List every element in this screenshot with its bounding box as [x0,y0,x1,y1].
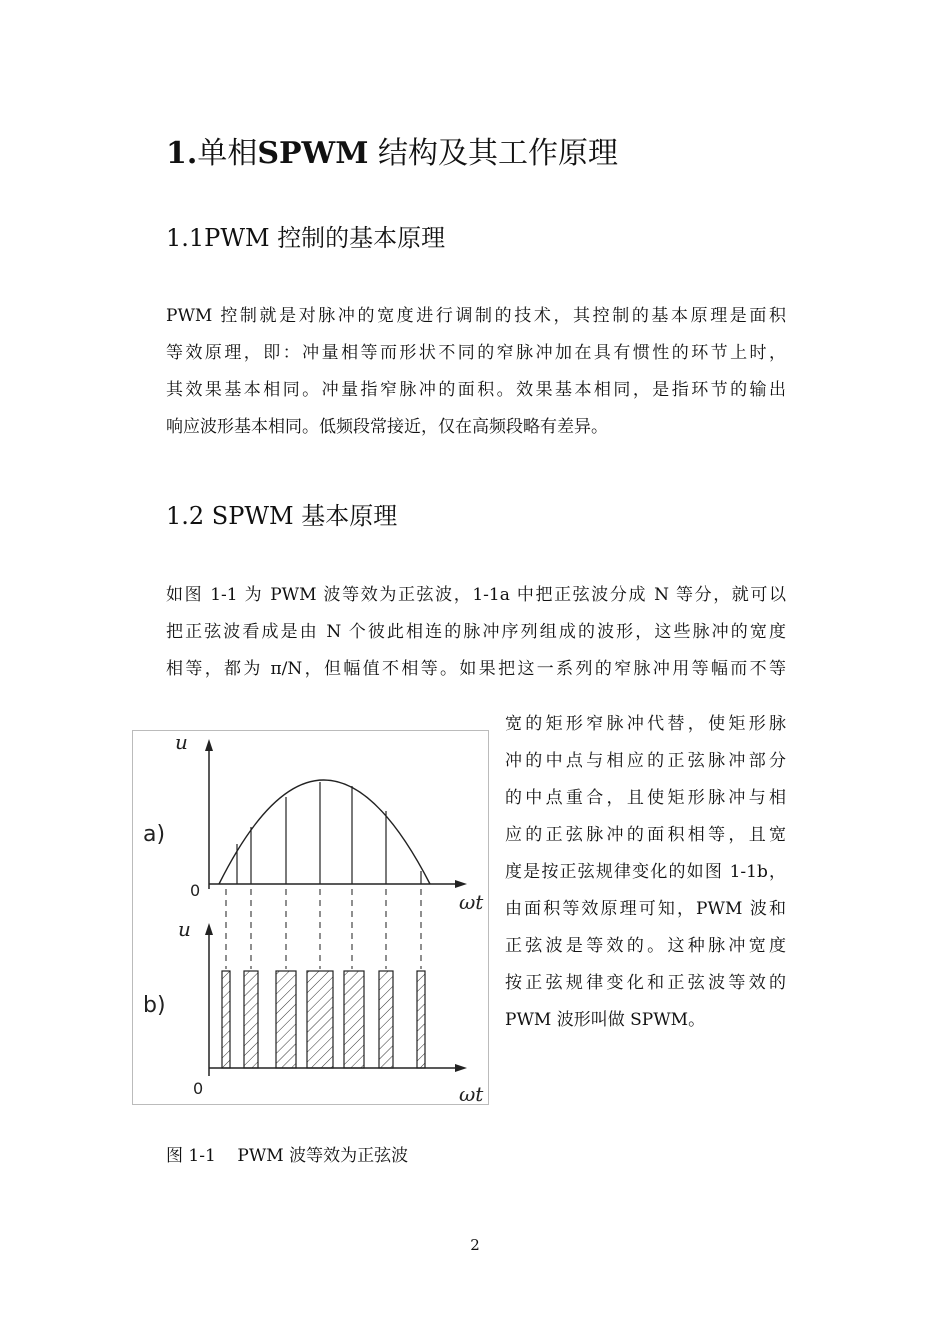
pwm-pulse [344,971,364,1068]
paragraph-spwm-side-text [505,706,786,1039]
paragraph-line: 的中点重合，且使矩形脉冲与相 [505,788,786,808]
figure-pwm-equivalent-sine [132,730,489,1105]
section-title-term: SPWM [257,136,369,171]
pwm-pulse [244,971,258,1068]
y-axis-b-arrow [205,923,213,935]
figure-label-b: b) [143,993,166,1018]
figure-diagram [133,731,488,1104]
paragraph-pwm-principle [166,298,786,446]
axis-label-wt-b: ωt [459,1082,484,1104]
pwm-pulse [222,971,230,1068]
paragraph-spwm-principle [166,577,786,688]
paragraph-line: 相等，都为 π/N，但幅值不相等。如果把这一系列的窄脉冲用等幅而不等 [166,659,786,679]
origin-label-a: 0 [190,881,201,900]
subsection-heading-1-2: 1.2 SPWM 基本原理 [166,502,398,530]
paragraph-line: 按正弦规律变化和正弦波等效的 [505,973,786,993]
axis-label-u-b: u [178,917,191,941]
paragraph-line: 应的正弦脉冲的面积相等，且宽 [505,825,786,845]
paragraph-line: PWM 控制就是对脉冲的宽度进行调制的技术，其控制的基本原理是面积 [166,306,786,326]
x-axis-b-arrow [455,1064,467,1072]
section-number: 1. [166,136,198,171]
section-title-part: 单相 [197,136,258,171]
paragraph-line: 等效原理，即：冲量相等而形状不同的窄脉冲加在具有惯性的环节上时， [166,343,786,363]
paragraph-line: 把正弦波看成是由 N 个彼此相连的脉冲序列组成的波形，这些脉冲的宽度 [166,622,786,642]
paragraph-line: 冲的中点与相应的正弦脉冲部分 [505,751,786,771]
paragraph-line: 响应波形基本相同。低频段常接近，仅在高频段略有差异。 [166,417,608,437]
paragraph-line: 如图 1-1 为 PWM 波等效为正弦波，1-1a 中把正弦波分成 N 等分，就可以 [166,585,786,605]
paragraph-line: 由面积等效原理可知，PWM 波和 [505,899,786,919]
figure-label-a: a) [143,822,166,847]
origin-label-b: 0 [193,1079,204,1098]
paragraph-line: 度是按正弦规律变化的如图 1-1b， [505,862,786,882]
axis-label-wt-a: ωt [459,890,484,914]
paragraph-line: 宽的矩形窄脉冲代替，使矩形脉 [505,714,786,734]
page-number: 2 [470,1236,480,1254]
dashed-connectors [226,889,421,969]
pwm-pulse [379,971,393,1068]
paragraph-line: 正弦波是等效的。这种脉冲宽度 [505,936,786,956]
section-title-rest: 结构及其工作原理 [378,136,618,171]
paragraph-line: 其效果基本相同。冲量指窄脉冲的面积。效果基本相同，是指环节的输出 [166,380,786,400]
y-axis-a-arrow [205,739,213,751]
pwm-pulse [307,971,333,1068]
pwm-pulses [222,971,425,1068]
axis-label-u-a: u [175,731,188,754]
pwm-pulse [276,971,296,1068]
sine-divisions [237,782,421,884]
paragraph-line: PWM 波形叫做 SPWM。 [505,1010,706,1030]
figure-caption: 图 1-1 PWM 波等效为正弦波 [166,1146,409,1166]
x-axis-a-arrow [455,880,467,888]
pwm-pulse [417,971,425,1068]
subsection-heading-1-1: 1.1PWM 控制的基本原理 [166,224,446,252]
section-heading [166,134,618,174]
